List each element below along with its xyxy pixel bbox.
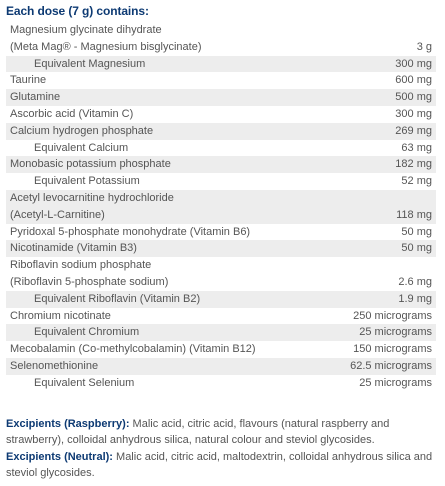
ingredient-row	[6, 72, 436, 89]
ingredient-row	[6, 39, 436, 56]
ingredient-amount: 50 mg	[401, 242, 432, 255]
ingredient-amount: 250 micrograms	[353, 309, 432, 322]
ingredient-amount: 1.9 mg	[398, 292, 432, 305]
ingredient-row	[6, 22, 436, 39]
ingredient-name: Chromium nicotinate	[10, 309, 111, 322]
ingredient-amount: 269 mg	[395, 124, 432, 137]
ingredient-name: (Acetyl-L-Carnitine)	[10, 208, 105, 221]
ingredient-row	[6, 156, 436, 173]
ingredient-name: Equivalent Calcium	[34, 141, 129, 154]
ingredient-name: Calcium hydrogen phosphate	[10, 124, 154, 137]
ingredient-row	[6, 240, 436, 257]
ingredient-amount: 500 mg	[395, 91, 432, 104]
ingredient-row	[6, 140, 436, 157]
ingredient-name: Monobasic potassium phosphate	[10, 158, 171, 171]
ingredient-row	[6, 324, 436, 341]
ingredient-name: Equivalent Potassium	[34, 175, 140, 188]
ingredient-name: Glutamine	[10, 91, 61, 104]
ingredient-name: Equivalent Selenium	[34, 376, 135, 389]
ingredient-name: (Meta Mag® - Magnesium bisglycinate)	[10, 40, 202, 53]
ingredient-amount: 300 mg	[395, 57, 432, 70]
ingredient-row	[6, 190, 436, 207]
ingredient-amount: 600 mg	[395, 74, 432, 87]
ingredient-name: Nicotinamide (Vitamin B3)	[10, 242, 137, 255]
ingredient-row	[6, 89, 436, 106]
ingredients-table	[6, 22, 436, 392]
ingredient-row	[6, 106, 436, 123]
ingredient-row	[6, 257, 436, 274]
ingredient-name: (Riboflavin 5-phosphate sodium)	[10, 275, 169, 288]
ingredient-row	[6, 224, 436, 241]
ingredient-amount: 63 mg	[401, 141, 432, 154]
ingredient-name: Mecobalamin (Co-methylcobalamin) (Vitamin B12)	[10, 343, 256, 356]
ingredient-amount: 182 mg	[395, 158, 432, 171]
ingredient-name: Ascorbic acid (Vitamin C)	[10, 107, 134, 120]
ingredient-row	[6, 207, 436, 224]
ingredient-row	[6, 123, 436, 140]
ingredient-row	[6, 375, 436, 392]
ingredient-amount: 52 mg	[401, 175, 432, 188]
ingredient-amount: 25 micrograms	[359, 326, 432, 339]
ingredient-row	[6, 308, 436, 325]
ingredient-row	[6, 56, 436, 73]
excipients-neutral-text: Malic acid, citric acid, maltodextrin, colloidal anhydrous silica and steviol glycosides.	[6, 450, 433, 480]
ingredient-amount: 150 micrograms	[353, 343, 432, 356]
ingredient-amount: 300 mg	[395, 107, 432, 120]
ingredient-name: Equivalent Chromium	[34, 326, 140, 339]
ingredient-row	[6, 291, 436, 308]
excipients-section	[6, 416, 438, 482]
ingredient-row	[6, 173, 436, 190]
ingredient-amount: 62.5 micrograms	[350, 359, 432, 372]
ingredient-name: Acetyl levocarnitine hydrochloride	[10, 191, 174, 204]
ingredient-name: Taurine	[10, 74, 47, 87]
ingredient-name: Equivalent Magnesium	[34, 57, 146, 70]
excipients-raspberry-label: Excipients (Raspberry):	[6, 418, 130, 430]
ingredient-row	[6, 358, 436, 375]
ingredient-name: Riboflavin sodium phosphate	[10, 259, 152, 272]
ingredient-name: Selenomethionine	[10, 359, 99, 372]
excipients-raspberry-text: Malic acid, citric acid, flavours (natural raspberry and strawberry), colloidal anhydrous silica, natural colour and steviol glycosides.	[6, 418, 390, 447]
ingredient-row	[6, 341, 436, 358]
ingredient-name: Pyridoxal 5-phosphate monohydrate (Vitamin B6)	[10, 225, 251, 238]
ingredient-amount: 25 micrograms	[359, 376, 432, 389]
ingredient-row	[6, 274, 436, 291]
ingredient-amount: 2.6 mg	[398, 275, 432, 288]
ingredient-name: Equivalent Riboflavin (Vitamin B2)	[34, 292, 201, 305]
ingredient-amount: 3 g	[416, 40, 432, 53]
dose-heading: Each dose (7 g) contains:	[6, 4, 149, 18]
excipients-neutral-label: Excipients (Neutral):	[6, 450, 113, 463]
ingredient-amount: 118 mg	[396, 208, 432, 221]
ingredient-amount: 50 mg	[401, 225, 432, 238]
ingredient-name: Magnesium glycinate dihydrate	[10, 24, 162, 36]
